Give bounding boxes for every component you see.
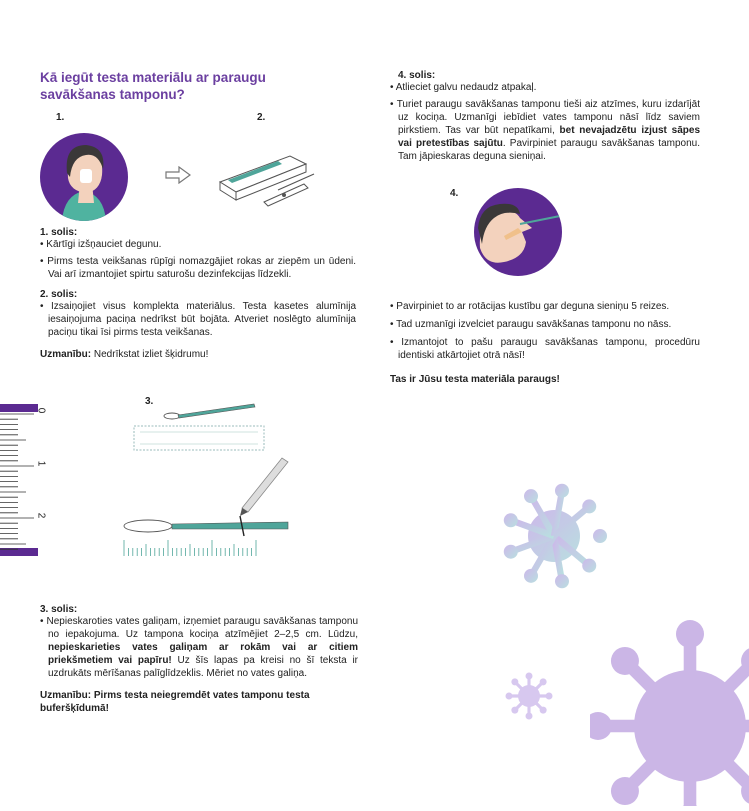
virus-decoration-2 — [503, 670, 555, 727]
virus-spike-knob — [524, 489, 538, 503]
step3-bullet — [40, 615, 358, 680]
virus-spike-knob — [611, 777, 639, 805]
virus-spike-knob — [540, 707, 547, 714]
virus-spike-knob — [524, 569, 538, 583]
swab-marking-illustration — [120, 398, 292, 571]
virus-spike-knob — [676, 620, 704, 648]
virus-spike-knob — [611, 647, 639, 675]
step2-block — [40, 289, 356, 361]
virus-spike-knob — [593, 529, 607, 543]
figure-number-4: 4. — [450, 188, 459, 199]
step4-bullet-2 — [390, 98, 700, 163]
figure-number-3: 3. — [145, 396, 154, 407]
virus-spike-knob — [526, 713, 533, 720]
step2-warning — [40, 348, 356, 361]
step1-block — [40, 227, 356, 281]
step1-heading: 1. solis: — [40, 227, 78, 238]
virus-spike-knob — [555, 484, 569, 498]
step3-warning: Uzmanību: Pirms testa neiegremdēt vates tamponu testa buferšķīdumā! — [40, 690, 310, 714]
virus-spike-knob — [504, 545, 518, 559]
virus-spike-knob — [504, 513, 518, 527]
virus-spike-knob — [555, 574, 569, 588]
arrow-right-icon — [165, 166, 191, 189]
virus-spike-knob — [526, 673, 533, 680]
nasal-swab-illustration — [474, 188, 562, 276]
test-kit-illustration — [218, 144, 318, 215]
step2-heading: 2. solis: — [40, 289, 78, 300]
step3-block — [40, 604, 358, 715]
measurement-ruler — [0, 404, 38, 556]
step3-heading: 3. solis: — [40, 604, 78, 615]
step4-after-2: • Tad uzmanīgi izvelciet paraugu savākšanas tamponu no nāss. — [390, 318, 700, 331]
step4-bullet2-a: Turiet paraugu savākšanas tamponu tieši aiz atzīmes, kuru izdarījāt uz kociņa. Uzmanīgi iebīdiet vates tamponu nāsī līdz saviem pirkstiem. Tas var būt nepatīkami, — [396, 99, 700, 136]
figure-number-1: 1. — [56, 112, 65, 123]
step2-warning-text: Nedrīkstat izliet šķidrumu! — [93, 349, 209, 360]
ruler-label-0: 0 — [35, 407, 47, 414]
virus-spike-knob — [511, 707, 518, 714]
step3-text-c: Uz šīs lapas pa kreisi no šī teksta ir uzdrukāts mērīšanas palīglīdzeklis. Mēriet no vates galiņa. — [48, 655, 358, 679]
step2-warning-label: Uzmanību: — [40, 349, 92, 360]
step4-after-3: • Izmantojot to pašu paraugu savākšanas tamponu, procedūru identiski atkārtojiet otrā nāsī! — [390, 336, 700, 362]
step4-bullet2-b: bet nevajadzētu izjust sāpes vai pretestības sajūtu — [398, 125, 701, 149]
virus-decoration-3 — [590, 606, 749, 811]
step3-text-a: Nepieskaroties vates galiņam, izņemiet paraugu savākšanas tamponu no iepakojuma. Uz tampona kociņa atzīmējiet 2–2,5 cm. Lūdzu, — [46, 616, 359, 640]
figure-number-2: 2. — [257, 112, 266, 123]
step4-closing: Tas ir Jūsu testa materiāla paraugs! — [390, 374, 560, 385]
step2-bullet-1: • Izsaiņojiet visus komplekta materiālus. Testa kasetes alumīnija iesaiņojuma paciņa nedrīkst būt bojāta. Atveriet noslēgto alumīnija paciņu tikai īsi pirms testa veikšanas. — [40, 300, 356, 339]
step3-text-b: nepieskarieties vates galiņam ar rokām vai ar citiem priekšmetiem vai papīru! — [48, 642, 358, 666]
page-title: Kā iegūt testa materiālu ar paraugu savākšanas tamponu? — [40, 70, 266, 102]
step4-heading: 4. solis: — [398, 70, 436, 81]
step4-continued — [390, 300, 700, 386]
step4-bullet2-c: . Pavirpiniet paraugu savākšanas tamponu. Tam jāpieskaras deguna sieniņai. — [398, 138, 700, 162]
virus-spike-knob — [506, 693, 513, 700]
ruler-label-1: 1 — [35, 460, 47, 467]
step1-bullet-1: • Kārtīgi izšņauciet degunu. — [40, 238, 356, 251]
step4-after-1: • Pavirpiniet to ar rotācijas kustību gar deguna sieniņu 5 reizes. — [390, 300, 700, 313]
virus-spike-knob — [676, 804, 704, 806]
nose-blowing-illustration — [40, 133, 128, 221]
virus-spike-knob — [540, 678, 547, 685]
virus-decoration-1 — [498, 480, 618, 605]
virus-spike-knob — [546, 693, 553, 700]
virus-spike-knob — [582, 499, 596, 513]
step1-bullet-2: • Pirms testa veikšanas rūpīgi nomazgājiet rokas ar ziepēm un ūdeni. Vai arī izmantojiet spirtu saturošu dezinfekcijas līdzekli. — [40, 255, 356, 281]
virus-spike-knob — [590, 712, 612, 740]
step4-block — [390, 70, 700, 163]
step4-bullet-1: • Atlieciet galvu nedaudz atpakaļ. — [390, 81, 700, 94]
virus-spike-knob — [511, 678, 518, 685]
ruler-label-2: 2 — [35, 512, 47, 519]
virus-spike-knob — [582, 559, 596, 573]
